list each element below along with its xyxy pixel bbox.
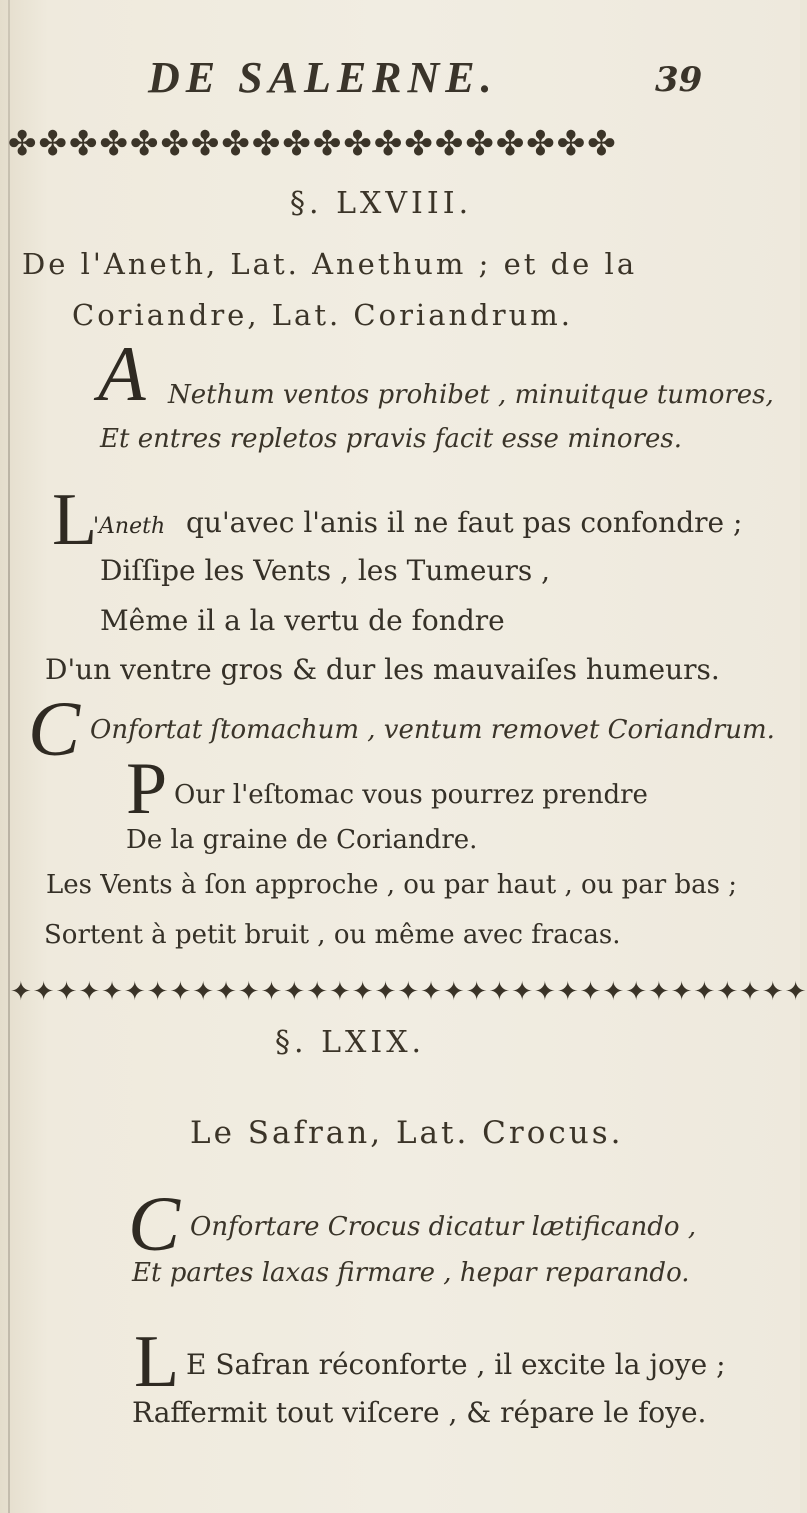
page-edge-shadow: [8, 0, 10, 1513]
french-verse-2-line-2: De la graine de Coriandre.: [126, 825, 478, 855]
french-verse-cap-word: 'Aneth: [93, 514, 166, 539]
french-verse-2-line-4: Sortent à petit bruit , ou même avec fracas.: [44, 920, 621, 950]
section-heading-line-1: De l'Aneth, Lat. Anethum ; et de la: [22, 247, 638, 281]
french-verse-3-line-2: Raffermit tout viſcere , & répare le foye.: [132, 1396, 707, 1429]
french-verse-line-4: D'un ventre gros & dur les mauvaiſes humeurs.: [45, 653, 720, 686]
section-69-heading: Le Safran, Lat. Crocus.: [190, 1115, 624, 1151]
section-number-68: §. LXVIII.: [290, 186, 473, 221]
section-number-69: §. LXIX.: [275, 1025, 426, 1060]
french-verse-line-3: Même il a la vertu de fondre: [100, 604, 505, 637]
french-verse-line-2: Diſſipe les Vents , les Tumeurs ,: [100, 554, 551, 587]
french-verse-2-line-1: Our l'eſtomac vous pourrez prendre: [174, 780, 648, 810]
latin-verse-3-line-2: Et partes laxas firmare , hepar reparando.: [132, 1258, 690, 1288]
latin-verse-line-2: Et entres repletos pravis facit esse minores.: [100, 424, 682, 454]
section-heading-line-2: Coriandre, Lat. Coriandrum.: [72, 298, 573, 332]
french-verse-3-drop-cap: L: [134, 1321, 180, 1403]
french-verse-line-1: qu'avec l'anis il ne faut pas confondre ;: [186, 506, 743, 539]
ornament-band-top: ✤✤✤✤✤✤✤✤✤✤✤✤✤✤✤✤✤✤✤✤: [8, 124, 618, 164]
latin-verse-3-drop-cap: C: [128, 1180, 181, 1267]
page-number: 39: [655, 60, 703, 100]
latin-verse-line-1: Nethum ventos prohibet , minuitque tumores,: [168, 380, 774, 410]
french-verse-2-drop-cap: P: [126, 748, 168, 830]
latin-verse-2-line-1: Onfortat ſtomachum , ventum removet Coriandrum.: [90, 715, 775, 745]
french-verse-2-line-3: Les Vents à ſon approche , ou par haut , ou par bas ;: [46, 870, 737, 900]
french-verse-drop-cap: L: [52, 479, 98, 561]
french-verse-3-line-1: E Safran réconforte , il excite la joye ;: [186, 1348, 726, 1381]
latin-verse-3-line-1: Onfortare Crocus dicatur lætificando ,: [190, 1212, 697, 1242]
running-title: DE SALERNE.: [148, 53, 498, 102]
latin-verse-drop-cap: A: [98, 330, 146, 417]
ornament-band-middle: ✦✦✦✦✦✦✦✦✦✦✦✦✦✦✦✦✦✦✦✦✦✦✦✦✦✦✦✦✦✦✦✦✦✦✦: [10, 977, 807, 1007]
latin-verse-2-drop-cap: C: [28, 685, 81, 772]
